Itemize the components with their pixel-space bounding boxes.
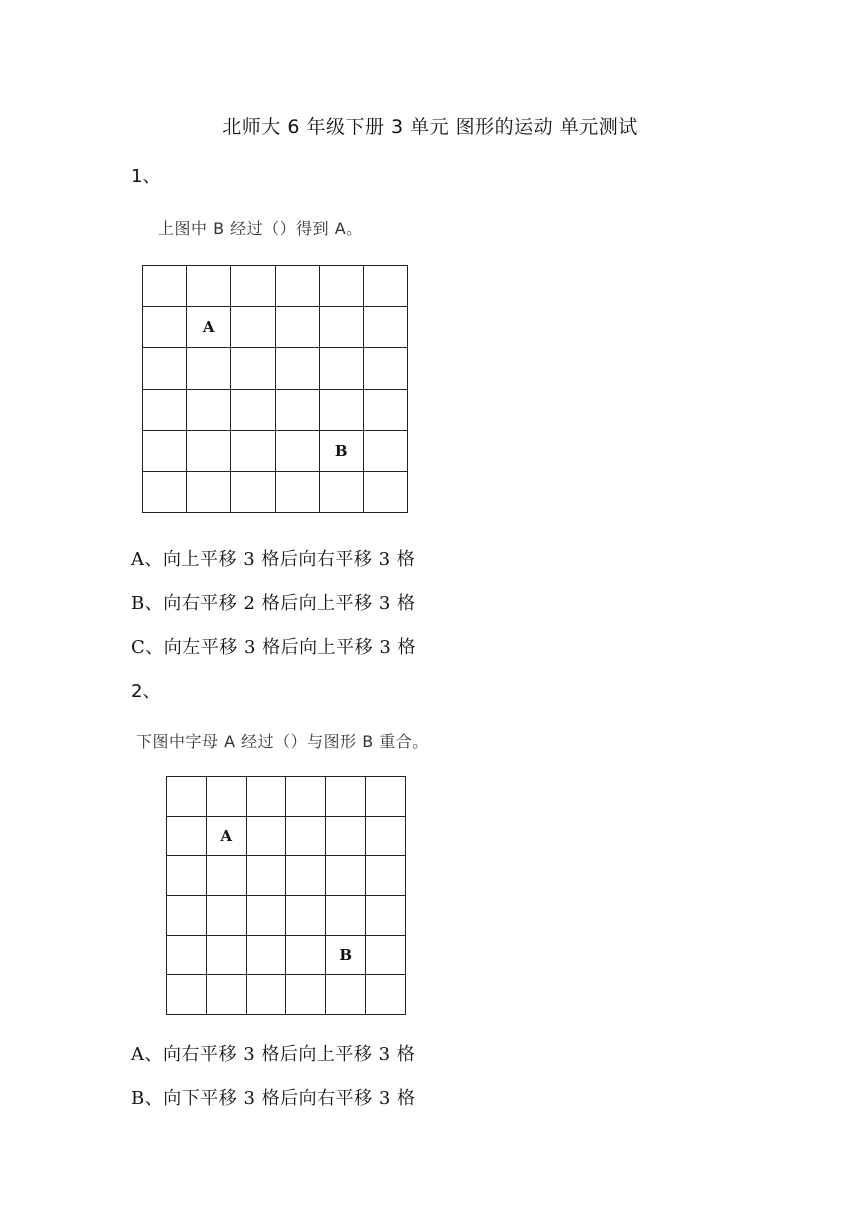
grid-cell [231, 472, 275, 513]
grid-cell [167, 896, 207, 936]
question-1-grid [142, 265, 408, 513]
grid-cell [320, 390, 364, 431]
grid-cell [320, 348, 364, 389]
grid-cell [247, 936, 287, 976]
grid-cell [143, 390, 187, 431]
grid-cell [320, 307, 364, 348]
grid-cell [326, 856, 366, 896]
grid-cell [207, 975, 247, 1015]
grid-cell [187, 472, 231, 513]
grid-cell [143, 472, 187, 513]
grid-cell [143, 348, 187, 389]
grid-cell [276, 348, 320, 389]
grid-label-a: A [220, 826, 233, 845]
grid-cell [167, 856, 207, 896]
grid-label-b: B [339, 945, 353, 964]
grid-cell [276, 307, 320, 348]
grid-cell [231, 307, 275, 348]
grid-cell [167, 777, 207, 817]
question-1-option-c: C、向左平移 3 格后向上平移 3 格 [131, 637, 417, 658]
question-1-option-a: A、向上平移 3 格后向右平移 3 格 [131, 549, 416, 570]
grid-cell [143, 266, 187, 307]
grid-label-a: A [202, 318, 215, 337]
grid-cell [364, 390, 408, 431]
grid-cell [187, 266, 231, 307]
grid-cell [247, 817, 287, 857]
grid-cell [143, 431, 187, 472]
grid-cell [276, 472, 320, 513]
grid-cell [320, 472, 364, 513]
grid-cell [167, 817, 207, 857]
question-2-option-b: B、向下平移 3 格后向右平移 3 格 [131, 1088, 416, 1109]
question-1-option-b: B、向右平移 2 格后向上平移 3 格 [131, 593, 416, 614]
question-2-option-a: A、向右平移 3 格后向上平移 3 格 [131, 1044, 416, 1065]
grid-cell [207, 936, 247, 976]
grid-cell [247, 896, 287, 936]
grid-cell [167, 936, 207, 976]
grid-label-b: B [334, 441, 348, 460]
grid-cell [167, 975, 207, 1015]
grid-cell [187, 390, 231, 431]
grid-cell [247, 856, 287, 896]
grid-cell [187, 431, 231, 472]
grid-cell [286, 936, 326, 976]
grid-cell [231, 431, 275, 472]
grid-cell [207, 856, 247, 896]
grid-cell [231, 390, 275, 431]
grid-cell [320, 266, 364, 307]
grid-cell [286, 856, 326, 896]
grid-cell [364, 348, 408, 389]
grid-cell [231, 266, 275, 307]
grid-cell [187, 348, 231, 389]
grid-cell [326, 777, 366, 817]
grid-cell [207, 896, 247, 936]
grid-cell [366, 936, 406, 976]
question-2-grid [166, 776, 406, 1015]
grid-cell [187, 307, 231, 348]
grid-cell [276, 431, 320, 472]
grid-cell [320, 431, 364, 472]
grid-cell [366, 817, 406, 857]
grid-cell [366, 975, 406, 1015]
grid-cell [286, 975, 326, 1015]
grid-cell [366, 856, 406, 896]
grid-cell [326, 936, 366, 976]
grid-cell [207, 817, 247, 857]
page-title: 北师大 6 年级下册 3 单元 图形的运动 单元测试 [222, 116, 638, 138]
question-2-number: 2、 [131, 681, 161, 702]
grid-cell [326, 896, 366, 936]
grid-cell [366, 896, 406, 936]
grid-cell [364, 431, 408, 472]
question-1-stem: 上图中 B 经过（）得到 A。 [158, 219, 363, 238]
grid-cell [247, 975, 287, 1015]
grid-cell [364, 266, 408, 307]
grid-cell [286, 896, 326, 936]
grid-cell [364, 307, 408, 348]
grid-cell [286, 817, 326, 857]
grid-cell [143, 307, 187, 348]
grid-cell [326, 817, 366, 857]
grid-cell [276, 390, 320, 431]
grid-cell [366, 777, 406, 817]
grid-cell [364, 472, 408, 513]
grid-cell [247, 777, 287, 817]
grid-cell [231, 348, 275, 389]
grid-cell [326, 975, 366, 1015]
grid-cell [207, 777, 247, 817]
question-2-stem: 下图中字母 A 经过（）与图形 B 重合。 [136, 732, 429, 751]
grid-cell [276, 266, 320, 307]
question-1-number: 1、 [131, 166, 161, 187]
grid-cell [286, 777, 326, 817]
